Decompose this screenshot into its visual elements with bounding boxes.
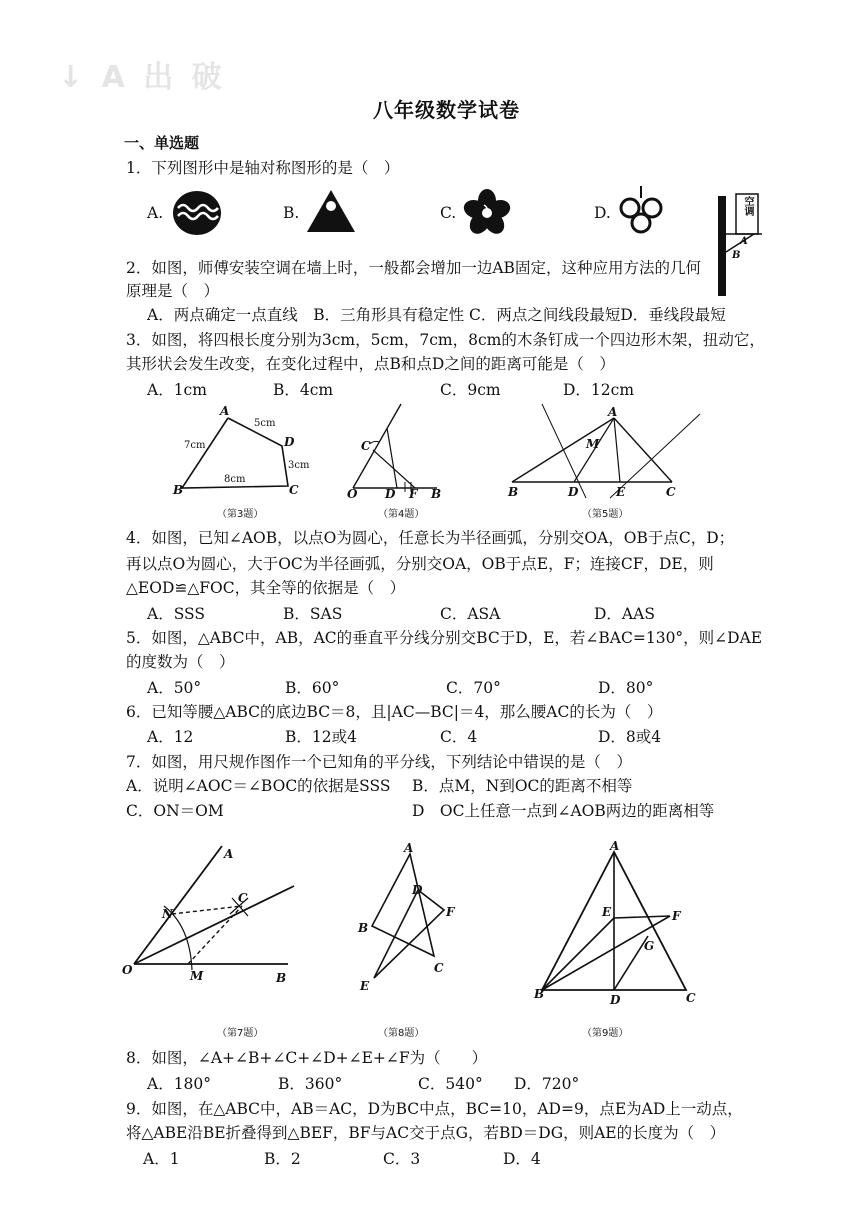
q7-option-c: C．ON＝OM (126, 802, 224, 820)
fig9-label-f: F (672, 909, 681, 923)
fig8-label-e: E (360, 979, 370, 993)
q9-option-d: D．4 (503, 1150, 541, 1168)
fig5-label-c: C (666, 485, 676, 499)
fig7-label-o: O (122, 963, 133, 977)
q4-line2: 再以点O为圆心，大于OC为半径画弧，分别交OA，OB于点E，F；连接CF，DE，则 (126, 555, 714, 573)
fig9-label-b: B (534, 987, 545, 1001)
q7-line1: 7．如图，用尺规作图作一个已知角的平分线，下列结论中错误的是（ ） (126, 753, 632, 771)
q6-option-b: B．12或4 (285, 728, 357, 746)
fig3-label-5cm: 5cm (254, 418, 276, 429)
q5-option-c: C．70° (446, 679, 501, 697)
q6-option-a: A．12 (147, 728, 194, 746)
q5-option-a: A．50° (147, 679, 202, 697)
wave-circle-icon (172, 190, 224, 238)
fig3-label-8cm: 8cm (224, 474, 246, 485)
fig9-label-d: D (610, 993, 621, 1007)
q3-line1: 3．如图，将四根长度分别为3cm，5cm，7cm，8cm的木条钉成一个四边形木架，扭动它， (126, 331, 765, 349)
q1-stem: 1．下列图形中是轴对称图形的是（ ） (126, 159, 400, 177)
q5-line1: 5．如图，△ABC中，AB，AC的垂直平分线分别交BC于D，E，若∠BAC=130°，则∠DAE (126, 629, 763, 647)
q4-option-a: A．SSS (147, 605, 206, 623)
fig3-label-b: B (173, 483, 184, 497)
fig4-label-b: B (431, 487, 442, 501)
fig9-label-e: E (602, 905, 612, 919)
q9-option-b: B．2 (264, 1150, 301, 1168)
fig7-label-c: C (238, 891, 248, 905)
q6-option-d: D．8或4 (598, 728, 662, 746)
fig7-label-n: N (162, 907, 173, 921)
flower-icon (462, 188, 512, 238)
q1-option-a: A. (147, 204, 164, 222)
q3-option-b: B．4cm (273, 381, 334, 399)
figure-q3 (170, 402, 320, 502)
q4-option-d: D．AAS (594, 605, 655, 623)
q5-option-d: D．80° (598, 679, 654, 697)
q9-option-a: A．1 (143, 1150, 180, 1168)
fig8-label-f: F (446, 905, 455, 919)
q4-option-b: B．SAS (283, 605, 343, 623)
fig8-label-c: C (434, 961, 444, 975)
q8-line1: 8．如图，∠A+∠B+∠C+∠D+∠E+∠F为（ ） (126, 1049, 488, 1067)
fig9-label-a: A (610, 839, 620, 853)
faded-stamp: ↓ A 出 破 (58, 60, 226, 95)
q4-line3: △EOD≌△FOC，其全等的依据是（ ） (126, 579, 406, 597)
q8-option-b: B．360° (278, 1075, 343, 1093)
q8-option-c: C．540° (418, 1075, 483, 1093)
caption-q5: （第5题） (582, 509, 629, 520)
fig4-label-f: F (409, 487, 418, 501)
figure-q8 (352, 838, 462, 998)
svg-text:B: B (732, 250, 741, 261)
q6-option-c: C．4 (440, 728, 478, 746)
q4-option-c: C．ASA (440, 605, 501, 623)
caption-q8: （第8题） (378, 1028, 425, 1039)
q9-line1: 9．如图，在△ABC中，AB＝AC，D为BC中点，BC=10，AD=9，点E为AD上一动点， (126, 1100, 743, 1118)
q1-option-c: C. (440, 204, 457, 222)
q4-line1: 4．如图，已知∠AOB，以点O为圆心，任意长为半径画弧，分别交OA，OB于点C，D； (126, 529, 735, 547)
q2-line2: 原理是（ ） (126, 282, 220, 300)
fig7-label-m: M (190, 969, 204, 983)
svg-text:A: A (740, 236, 748, 247)
caption-q7: （第7题） (217, 1028, 264, 1039)
q9-option-c: C．3 (383, 1150, 421, 1168)
triangle-dot-icon (305, 188, 357, 236)
figure-q4 (345, 400, 445, 504)
fig3-label-7cm: 7cm (184, 440, 206, 451)
fig7-label-b: B (276, 971, 287, 985)
section-heading: 一、单选题 (124, 134, 200, 152)
fig5-label-m: M (586, 437, 600, 451)
q5-line2: 的度数为（ ） (126, 653, 235, 671)
fig5-label-d: D (568, 485, 579, 499)
page-title: 八年级数学试卷 (373, 98, 520, 122)
fig5-label-b: B (508, 485, 519, 499)
fig3-label-c: C (289, 483, 299, 497)
caption-q9: （第9题） (582, 1028, 629, 1039)
ac-label: 空调 (742, 196, 753, 216)
q5-option-b: B．60° (285, 679, 340, 697)
fig8-label-d: D (412, 883, 423, 897)
q9-line2: 将△ABE沿BE折叠得到△BEF，BF与AC交于点G，若BD＝DG，则AE的长度为（ ） (126, 1124, 726, 1142)
q2-line1: 2．如图，师傅安装空调在墙上时，一般都会增加一边AB固定，这种应用方法的几何 (126, 259, 701, 277)
fig5-label-e: E (616, 485, 626, 499)
fig4-label-c: C (361, 439, 371, 453)
q6-line1: 6．已知等腰△ABC的底边BC＝8，且|AC—BC|＝4，那么腰AC的长为（ ） (126, 703, 663, 721)
q1-option-d: D. (594, 204, 611, 222)
fig3-label-d: D (284, 435, 295, 449)
grapes-icon (618, 184, 664, 236)
fig3-label-3cm: 3cm (288, 460, 310, 471)
figure-q5 (502, 402, 702, 502)
q3-option-d: D．12cm (563, 381, 635, 399)
figure-q9 (530, 838, 710, 1008)
q8-option-d: D．720° (514, 1075, 580, 1093)
fig4-label-d: D (385, 487, 396, 501)
fig7-label-a: A (224, 847, 234, 861)
caption-q3: （第3题） (217, 509, 264, 520)
figure-q7 (118, 840, 308, 1000)
fig3-label-a: A (220, 404, 230, 418)
fig9-label-g: G (644, 939, 655, 953)
q1-option-b: B. (283, 204, 300, 222)
q7-option-b: B．点M，N到OC的距离不相等 (412, 777, 633, 795)
fig8-label-a: A (404, 841, 414, 855)
q3-option-a: A．1cm (147, 381, 207, 399)
q3-line2: 其形状会发生改变，在变化过程中，点B和点D之间的距离可能是（ ） (126, 355, 615, 373)
caption-q4: （第4题） (378, 509, 425, 520)
fig5-label-a: A (608, 405, 618, 419)
q3-option-c: C．9cm (440, 381, 501, 399)
q7-option-a: A．说明∠AOC＝∠BOC的依据是SSS (126, 777, 391, 795)
fig4-label-o: O (347, 487, 358, 501)
q2-options: A．两点确定一点直线 B．三角形具有稳定性 C．两点之间线段最短D．垂线段最短 (147, 306, 726, 324)
fig9-label-c: C (686, 991, 696, 1005)
fig8-label-b: B (358, 921, 369, 935)
q8-option-a: A．180° (147, 1075, 212, 1093)
q7-option-d: D OC上任意一点到∠AOB两边的距离相等 (412, 802, 715, 820)
